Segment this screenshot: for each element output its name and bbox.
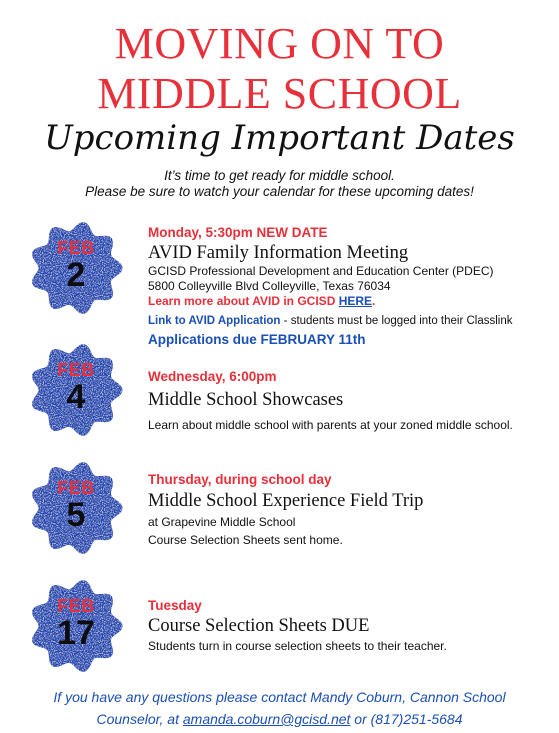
event-note: Course Selection Sheets sent home. <box>148 533 343 547</box>
event-time: Monday, 5:30pm NEW DATE <box>148 225 328 240</box>
event-name: Middle School Showcases <box>148 390 344 410</box>
footer-line-2: Counselor, at amanda.coburn@gcisd.net or (817)251-5684 <box>96 711 463 727</box>
title-line-1: MOVING ON TO <box>114 19 445 68</box>
badge-month: FEB <box>57 478 95 498</box>
event-showcases <box>148 368 556 434</box>
event-description: Students turn in course selection sheets to their teacher. <box>148 639 447 653</box>
badge-day: 5 <box>66 496 86 534</box>
event-time: Wednesday, 6:00pm <box>148 369 277 384</box>
event-name: AVID Family Information Meeting <box>148 243 409 263</box>
applications-due: Applications due FEBRUARY 11th <box>148 332 366 347</box>
event-time: Thursday, during school day <box>148 472 332 487</box>
event-location: at Grapevine Middle School <box>148 515 296 529</box>
badge-day: 2 <box>66 256 86 294</box>
event-description: Learn about middle school with parents at your zoned middle school. <box>148 418 513 432</box>
subtitle: Upcoming Important Dates <box>44 118 515 158</box>
application-link-text: Link to AVID Application - students must be logged into their Classlink <box>148 315 513 327</box>
date-badge-feb-17 <box>28 578 124 674</box>
date-badge-feb-4 <box>28 342 124 438</box>
title-line-2: MIDDLE SCHOOL <box>97 69 462 118</box>
date-badge-feb-5 <box>28 460 124 556</box>
event-field-trip <box>148 471 556 549</box>
intro-line-1: It’s time to get ready for middle school. <box>164 168 395 183</box>
learn-more-link[interactable]: HERE <box>338 294 373 308</box>
event-time: Tuesday <box>148 598 202 613</box>
badge-month: FEB <box>57 360 95 380</box>
avid-application-link[interactable]: Link to AVID Application <box>148 315 281 327</box>
event-location: GCISD Professional Development and Education Center (PDEC) <box>148 264 494 278</box>
learn-more-text: Learn more about AVID in GCISD HERE. <box>148 294 376 308</box>
date-badge-feb-2 <box>28 220 124 316</box>
badge-day: 4 <box>66 378 86 416</box>
event-course-sheets-due <box>148 597 556 655</box>
contact-footer <box>0 686 559 730</box>
badge-month: FEB <box>57 238 95 258</box>
intro-text <box>0 168 559 200</box>
event-avid-meeting <box>148 224 556 349</box>
badge-day: 17 <box>57 614 95 652</box>
event-address: 5800 Colleyville Blvd Colleyville, Texas 76034 <box>148 279 391 293</box>
badge-month: FEB <box>57 596 95 616</box>
counselor-email-link[interactable]: amanda.coburn@gcisd.net <box>182 711 351 727</box>
event-name: Middle School Experience Field Trip <box>148 491 424 511</box>
event-name: Course Selection Sheets DUE <box>148 616 370 636</box>
footer-line-1: If you have any questions please contact Mandy Coburn, Cannon School <box>53 689 506 705</box>
intro-line-2: Please be sure to watch your calendar for these upcoming dates! <box>85 184 474 199</box>
